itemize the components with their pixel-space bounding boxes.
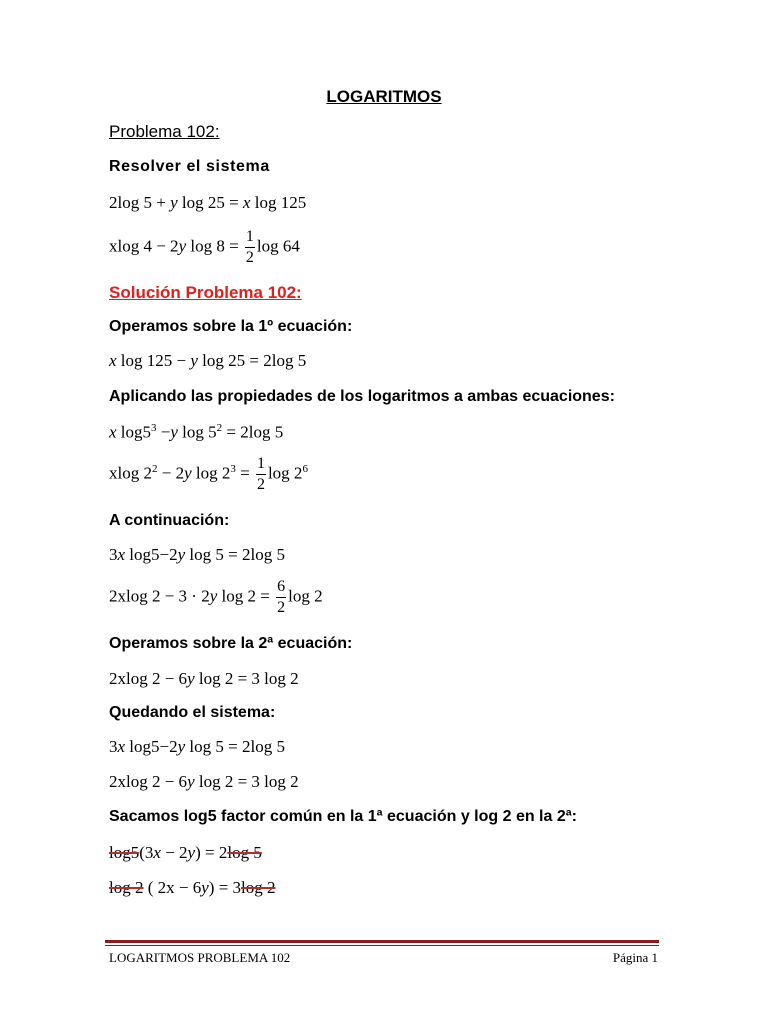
step-equation: xlog $2^2 - 2y$ $\log 2^3$ = $\frac{1}{2}$ $\log 2^6$: [109, 455, 308, 493]
fraction: $\frac{1}{2}$: [245, 228, 254, 266]
footer-rule-thin: [105, 945, 659, 946]
problem-heading: Problema 102:: [109, 122, 220, 141]
step-equation: log5(3x − 2y) = 2log 5: [109, 843, 262, 862]
step-text: Operamos sobre la 1º ecuación:: [109, 318, 353, 335]
fraction: $\frac{6}{2}$: [277, 578, 286, 616]
instruction-text: Resolver el sistema: [109, 158, 270, 175]
step-equation: log 2 ( 2x − 6y) = 3log 2: [109, 878, 276, 897]
solution-heading: Solución Problema 102:: [109, 283, 302, 302]
step-equation: x $\log 5^3 -y$ $\log 5^2 = 2\log$ 5: [109, 422, 284, 442]
step-equation: x log 125 − y log 25 = 2log 5: [109, 351, 307, 370]
step-text: A continuación:: [109, 512, 230, 529]
system-equation-2: xlog 4 − 2y log 8 = $\frac{1}{2}$ log 64: [109, 228, 300, 266]
step-equation: 2xlog 2 − 6y log 2 = 3 log 2: [109, 772, 299, 791]
step-equation: 2xlog 2 − 6y log 2 = 3 log 2: [109, 669, 299, 688]
step-text: Quedando el sistema:: [109, 704, 276, 721]
step-text: Sacamos log5 factor común en la 1ª ecuación y log 2 en la 2ª:: [109, 808, 577, 825]
step-equation: 3x log5−2y log 5 = 2log 5: [109, 737, 285, 756]
page-number: Página 1: [612, 950, 658, 965]
page-title: LOGARITMOS: [326, 87, 442, 106]
step-equation: 2xlog 2 − 3 · 2y log 2 = $\frac{6}{2}$ log 2: [109, 578, 323, 616]
fraction: $\frac{1}{2}$: [256, 455, 265, 493]
step-text: Aplicando las propiedades de los logaritmos a ambas ecuaciones:: [109, 388, 615, 405]
step-equation: 3x log5−2y log 5 = 2log 5: [109, 545, 285, 564]
footer-title: LOGARITMOS PROBLEMA 102: [109, 950, 291, 965]
system-equation-1: 2log 5 + y log 25 = x log 125: [109, 193, 307, 212]
step-text: Operamos sobre la 2ª ecuación:: [109, 635, 353, 652]
footer-rule: [105, 940, 659, 943]
